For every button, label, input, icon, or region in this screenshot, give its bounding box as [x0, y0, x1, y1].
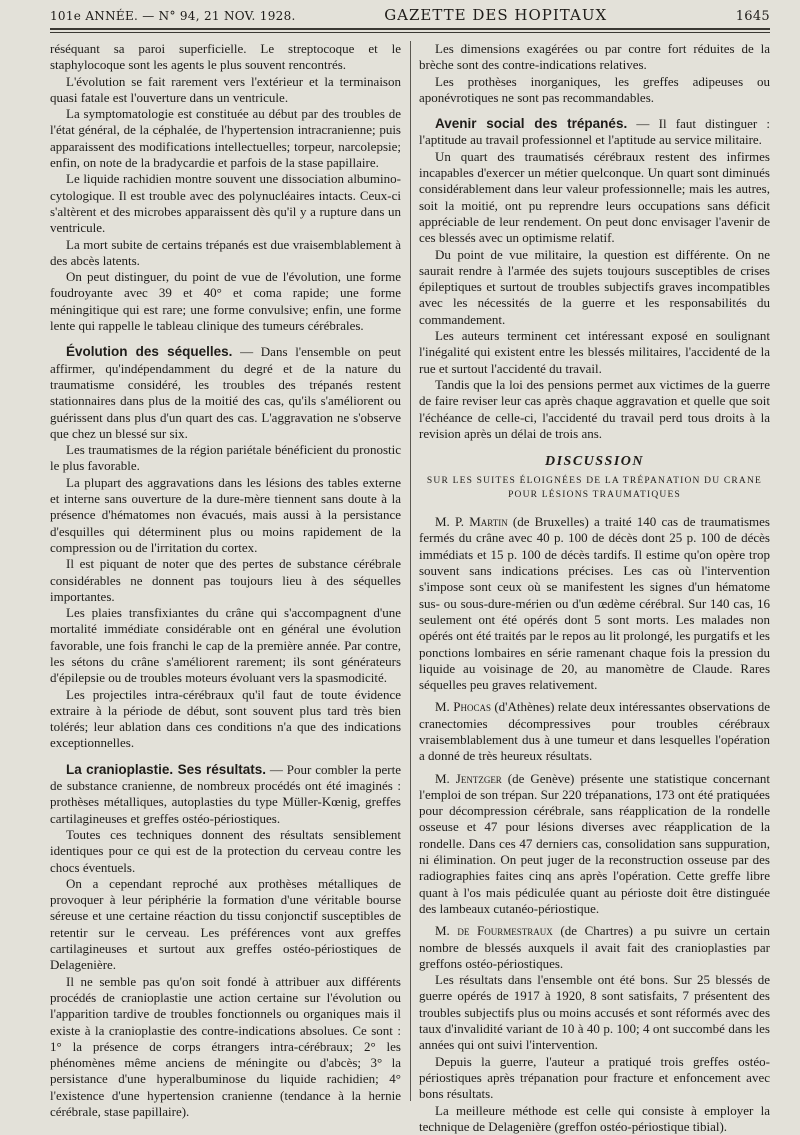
paragraph: Il ne semble pas qu'on soit fondé à attribuer aux différents procédés de cranioplastie une action certaine sur l'évolution ou l'apparition tardive de troubles fonctionnels ou organiques mais il existe à la cranioplastie des contre-indications absolues. Ce sont : 1° la présence de corps étrangers intra-cérébraux; 2° les phénomènes même anciens de méningite ou d'abcès; 3° la persistance d'une hyperalbuminose du liquide rachidien; 4° l'existence d'une hypertension cranienne (tendance à la hernie cérébrale, stase papillaire). [50, 973, 401, 1119]
paragraph: Les auteurs terminent cet intéressant exposé en soulignant l'inégalité qui existent entre les blessés militaires, l'accidenté de la rue et surtout l'accidenté du travail. [419, 328, 770, 376]
paragraph: L'évolution se fait rarement vers l'extérieur et la terminaison quasi fatale est l'ouverture dans un ventricule. [50, 73, 401, 105]
speaker-text: (de Bruxelles) a traité 140 cas de traumatismes fermés du crâne avec 40 p. 100 de décès dont 25 p. 100 de décès immédiats et 15 p. 100 de décès tardifs. Il estime qu'on opère trop souvent sans indications précises. Les cas où l'intervention s'impose sont ceux où se manifestent les signes d'un hématome sus- ou sous-dure-mérien ou d'un œdème cérébral. Sur 140 cas, 16 seulement ont été opérés dont 5 sont morts. Les malades non opérés ont été traités par le repos au lit prolongé, les purgatifs et les ponctions lombaires en série ramenant chaque fois la pression du liquide au voisinage de 20, au manomètre de Claude. Rares séquelles peu graves relativement. [419, 514, 770, 693]
paragraph: réséquant sa paroi superficielle. Le streptocoque et le staphylocoque sont les agents le plus souvent rencontrés. [50, 41, 401, 73]
paragraph: Les traumatismes de la région pariétale bénéficient du pronostic le plus favorable. [50, 442, 401, 474]
section-text: — Pour combler la perte de substance cranienne, de nombreux procédés ont été imaginés : prothèses métalliques, autoplasties du type Müller-Kœnig, greffes cartilagineuses et greffes ostéo-périostiques. [50, 761, 401, 826]
discussion-heading: DISCUSSION [544, 454, 645, 470]
page-number: 1645 [735, 9, 770, 24]
section-text: — Dans l'ensemble on peut affirmer, qu'indépendamment du degré et de la nature du traumatisme considéré, les troubles des trépanés restent stationnaires dans plus de la moitié des cas, qu'ils s'améliorent ou guérissent dans plus d'un quart des cas. L'aggravation ne s'observe que chez un blessé sur six. [50, 344, 401, 441]
speaker-text: (de Chartres) a pu suivre un certain nombre de blessés auxquels il avait fait des cranioplasties par greffons ostéo-périostiques. [419, 923, 771, 971]
header-rule [50, 32, 770, 33]
paragraph: Les prothèses inorganiques, les greffes adipeuses ou aponévrotiques ne sont pas recommandables. [419, 73, 770, 105]
section-heading: La cranioplastie. Ses résultats. [66, 761, 267, 777]
section-evolution [50, 344, 401, 442]
paragraph: Les dimensions exagérées ou par contre fort réduites de la brèche sont des contre-indications relatives. [419, 41, 770, 73]
paragraph: Du point de vue militaire, la question est différente. On ne saurait rendre à l'armée des sujets toujours susceptibles de crises épileptiques et surtout de troubles subjectifs graves incompatibles avec les nécessités de la guerre et les responsabilités du commandement. [419, 246, 770, 327]
text-columns [50, 41, 770, 1135]
section-heading: Avenir social des trépanés. [435, 116, 628, 132]
paragraph: La meilleure méthode est celle qui consiste à employer la technique de Delagenière (greffon ostéo-périostique tibial). [419, 1102, 770, 1134]
paragraph: Il est piquant de noter que des pertes de substance cérébrale considérables ne donnent pas toujours lieu à des séquelles importantes. [50, 556, 401, 604]
speaker-name: M. Jentzger [435, 770, 502, 786]
speaker-name: M. de Fourmestraux [435, 923, 553, 939]
discussion-subtitle [419, 474, 770, 502]
paragraph: Toutes ces techniques donnent des résultats sensiblement identiques pour ce qui est de la protection du cerveau contre les chocs éventuels. [50, 826, 401, 875]
paragraph: Les projectiles intra-cérébraux qu'il faut de toute évidence extraire à la période de début, sont souvent plus tard très bien tolérés; leur ablation dans ces conditions n'a que des indications exceptionnelles. [50, 686, 401, 751]
paragraph: Les plaies transfixiantes du crâne qui s'accompagnent d'une mortalité immédiate considérable ont en général une évolution favorable, une fois franchi le cap de la première année. Par contre, les sétons du crâne s'améliorent rarement; ils sont générateurs d'épilepsie ou de troubles moteurs évoluant vers la spasmodicité. [50, 605, 401, 686]
section-heading: Évolution des séquelles. [66, 344, 233, 360]
speaker-name: M. P. Martin [435, 514, 508, 530]
right-column [419, 41, 770, 1135]
paragraph: La mort subite de certains trépanés est due vraisemblablement à des abcès latents. [50, 236, 401, 268]
section-cranioplastie [50, 762, 401, 827]
page-header [50, 6, 770, 30]
speaker-text: (de Genève) présente une statistique concernant l'emploi de son trépan. Sur 220 trépanations, 173 ont été pratiquées pour décompression cérébrale, sans réapplication de la rondelle osseuse et 47 pour lésions diverses avec réapplication de la rondelle. Dans ces 47 derniers cas, consolidation sans suppuration, ni élimination. On peut juger de la reconstruction osseuse par des radiographies faites cinq ans après l'opération. Cette greffe libre quant à l'os mais pédiculée quant au périoste doit être distinguée des lambeaux cutanéo-périostique. [419, 770, 770, 916]
discussion-jentzger [419, 771, 770, 918]
paragraph: On peut distinguer, du point de vue de l'évolution, une forme foudroyante avec 39 et 40° et coma rapide; une forme méningitique qui est rare; une forme convulsive; enfin, une forme lente qui rappelle le tableau clinique des tumeurs cérébrales. [50, 269, 401, 334]
column-divider [410, 41, 411, 1101]
paragraph: Les résultats dans l'ensemble ont été bons. Sur 25 blessés de guerre opérés de 1917 à 1920, 8 sont satisfaits, 7 présentent des troubles subjectifs plus ou moins accusés et sont réformés avec des taux d'invalidité variant de 10 à 40 p. 100; 4 ont succombé dans les années qui ont suivi l'intervention. [419, 972, 770, 1053]
discussion-fourmestraux [419, 923, 770, 972]
paragraph: Le liquide rachidien montre souvent une dissociation albumino-cytologique. Il est trouble avec des polynucléaires intacts. Ceux-ci s'altèrent et des microbes apparaissent dès qu'il y a rupture dans un ventricule. [50, 171, 401, 236]
subtitle-line: POUR LÉSIONS TRAUMATIQUES [508, 490, 681, 501]
section-avenir-social [419, 116, 770, 149]
paragraph: Un quart des traumatisés cérébraux restent des infirmes incapables d'exercer un métier quelconque. Un quart sont diminués considérablement dans leur valeur professionnelle; mais les autres, soit la moitié, ont pu reprendre leurs occupations sans déficit appréciable de leur rendement. On peut donc envisager l'avenir de ces blessés avec un optimisme relatif. [419, 148, 770, 246]
speaker-name: M. Phocas [435, 699, 491, 715]
discussion-martin [419, 514, 770, 693]
paragraph: On a cependant reproché aux prothèses métalliques de provoquer à leur périphérie la formation d'une véritable bourse séreuse et une certaine réaction du tissu conjonctif susceptibles de retentir sur le cerveau. Les préférences vont aux greffes cartilagineuses et surtout aux greffes ostéo-périostiques de Delagenière. [50, 875, 401, 973]
paragraph: Tandis que la loi des pensions permet aux victimes de la guerre de faire reviser leur cas après chaque aggravation et quelle que soit l'échéance de celle-ci, l'accidenté du travail perd tous droits à la revision après un délai de trois ans. [419, 376, 770, 441]
discussion-phocas [419, 699, 770, 764]
section-text: — Il faut distinguer : l'aptitude au travail professionnel et l'aptitude au service militaire. [419, 116, 770, 148]
journal-title: GAZETTE DES HOPITAUX [384, 6, 608, 24]
paragraph: Depuis la guerre, l'auteur a pratiqué trois greffes ostéo-périostiques après trépanation pour fracture et enfoncement avec bons résultats. [419, 1053, 770, 1102]
paragraph: La plupart des aggravations dans les lésions des tables externe et interne sans ouverture de la dure-mère tiennent sans doute à la présence d'hématomes non évacués, mais aussi à la persistance d'esquilles qui déterminent plus ou moins rapidement de la compression ou de l'irritation du cortex. [50, 474, 401, 555]
speaker-text: (d'Athènes) relate deux intéressantes observations de cranectomies décompressives pour troubles cérébraux vraisemblablement dus à une tumeur et dans lesquelles l'opération a donné de très heureux résultats. [419, 699, 770, 764]
subtitle-line: SUR LES SUITES ÉLOIGNÉES DE LA TRÉPANATION DU CRANE [426, 476, 763, 487]
left-column [50, 41, 401, 1135]
paragraph: La symptomatologie est constituée au début par des troubles de l'état général, de la céphalée, de l'hypertension intracranienne; puis apparaissent des modifications intellectuelles; torpeur, narcolepsie; enfin, on note de la bradycardie et parfois de la stase papillaire. [50, 106, 401, 171]
issue-info: 101e ANNÉE. — N° 94, 21 NOV. 1928. [50, 9, 296, 23]
